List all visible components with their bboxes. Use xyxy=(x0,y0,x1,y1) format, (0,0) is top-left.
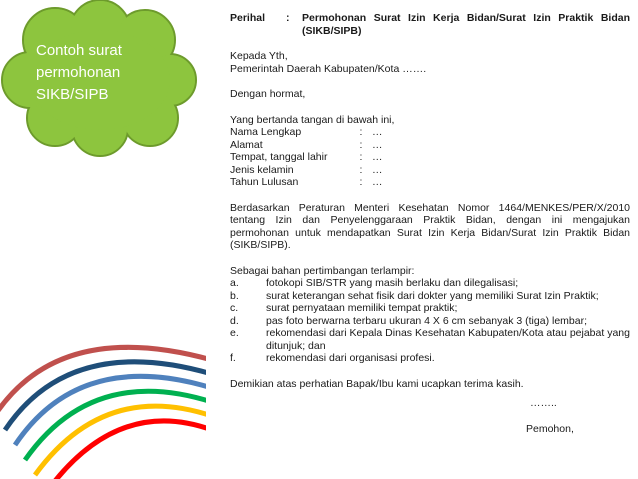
recipient-line: Pemerintah Daerah Kabupaten/Kota ……. xyxy=(230,62,427,75)
letter-body xyxy=(230,12,630,435)
field-separator: : xyxy=(359,138,363,151)
field-label: Nama Lengkap xyxy=(230,126,302,138)
subject-key: Perihal xyxy=(230,12,266,24)
attachment-item xyxy=(230,315,630,328)
field-separator: : xyxy=(359,176,363,188)
attachment-marker: b. xyxy=(230,289,239,302)
arc-stripe-6 xyxy=(48,421,212,479)
attachment-text: rekomendasi dari organisasi profesi. xyxy=(266,352,435,364)
subject-value: Permohonan Surat Izin Kerja Bidan/Surat Izin Praktik Bidan (SIKB/SIPB) xyxy=(302,12,630,37)
attachment-text: surat keterangan sehat fisik dari dokter yang memiliki Surat Izin Praktik; xyxy=(266,289,599,302)
field-value: … xyxy=(372,163,383,176)
recipient-line: Kepada Yth, xyxy=(230,50,288,62)
callout-line: SIKB/SIPB xyxy=(36,86,109,103)
greeting: Dengan hormat, xyxy=(230,88,306,100)
field-separator: : xyxy=(359,163,363,176)
callout-line: permohonan xyxy=(36,64,121,81)
field-row xyxy=(230,139,630,152)
attachment-text: pas foto berwarna terbaru ukuran 4 X 6 cm sebanyak 3 (tiga) lembar; xyxy=(266,314,587,327)
field-row xyxy=(230,164,630,177)
letter-subject xyxy=(230,12,630,37)
attachment-item xyxy=(230,290,630,303)
callout-line: Contoh surat xyxy=(36,42,122,59)
field-separator: : xyxy=(359,126,363,138)
field-row xyxy=(230,176,630,189)
attachment-text: surat pernyataan memiliki tempat praktik; xyxy=(266,302,458,314)
intro-line: Yang bertanda tangan di bawah ini, xyxy=(230,113,395,126)
field-label: Tempat, tanggal lahir xyxy=(230,151,328,163)
attachment-marker: e. xyxy=(230,327,239,339)
attachment-item xyxy=(230,352,630,365)
attachment-item xyxy=(230,302,630,315)
callout-title xyxy=(36,40,176,106)
field-separator: : xyxy=(359,151,363,163)
letter-document xyxy=(206,0,638,479)
field-label: Tahun Lulusan xyxy=(230,176,299,188)
attachment-item xyxy=(230,277,630,290)
body-paragraph: Berdasarkan Peraturan Menteri Kesehatan Nomor 1464/MENKES/PER/X/2010 tentang Izin dan Penyelenggaraan Praktik Bidan, dengan ini mengajukan permohonan untuk mendapatkan Surat Izin Kerja Bidan/Surat Izin Praktik Bidan (SIKB/SIPB). xyxy=(230,201,630,251)
field-row xyxy=(230,126,630,139)
field-label: Alamat xyxy=(230,138,263,151)
field-value: … xyxy=(372,151,383,163)
field-row xyxy=(230,151,630,164)
arc-stripe-5 xyxy=(35,406,212,475)
signature-label: Pemohon, xyxy=(526,422,574,435)
field-value: … xyxy=(372,138,383,151)
subject-colon: : xyxy=(286,12,290,24)
attachment-text: fotokopi SIB/STR yang masih berlaku dan dilegalisasi; xyxy=(266,277,519,289)
field-label: Jenis kelamin xyxy=(230,163,294,176)
attachments-intro: Sebagai bahan pertimbangan terlampir: xyxy=(230,264,415,277)
attachment-text: rekomendasi dari Kepala Dinas Kesehatan Kabupaten/Kota atau pejabat yang ditunjuk; dan xyxy=(266,327,630,352)
attachment-marker: a. xyxy=(230,277,239,289)
attachment-marker: f. xyxy=(230,352,236,364)
attachment-marker: c. xyxy=(230,302,239,314)
closing-line: Demikian atas perhatian Bapak/Ibu kami ucapkan terima kasih. xyxy=(230,377,524,390)
attachment-marker: d. xyxy=(230,314,239,327)
date-placeholder: …….. xyxy=(530,397,557,409)
field-value: … xyxy=(372,176,383,188)
attachment-item xyxy=(230,327,630,352)
field-value: … xyxy=(372,126,383,138)
